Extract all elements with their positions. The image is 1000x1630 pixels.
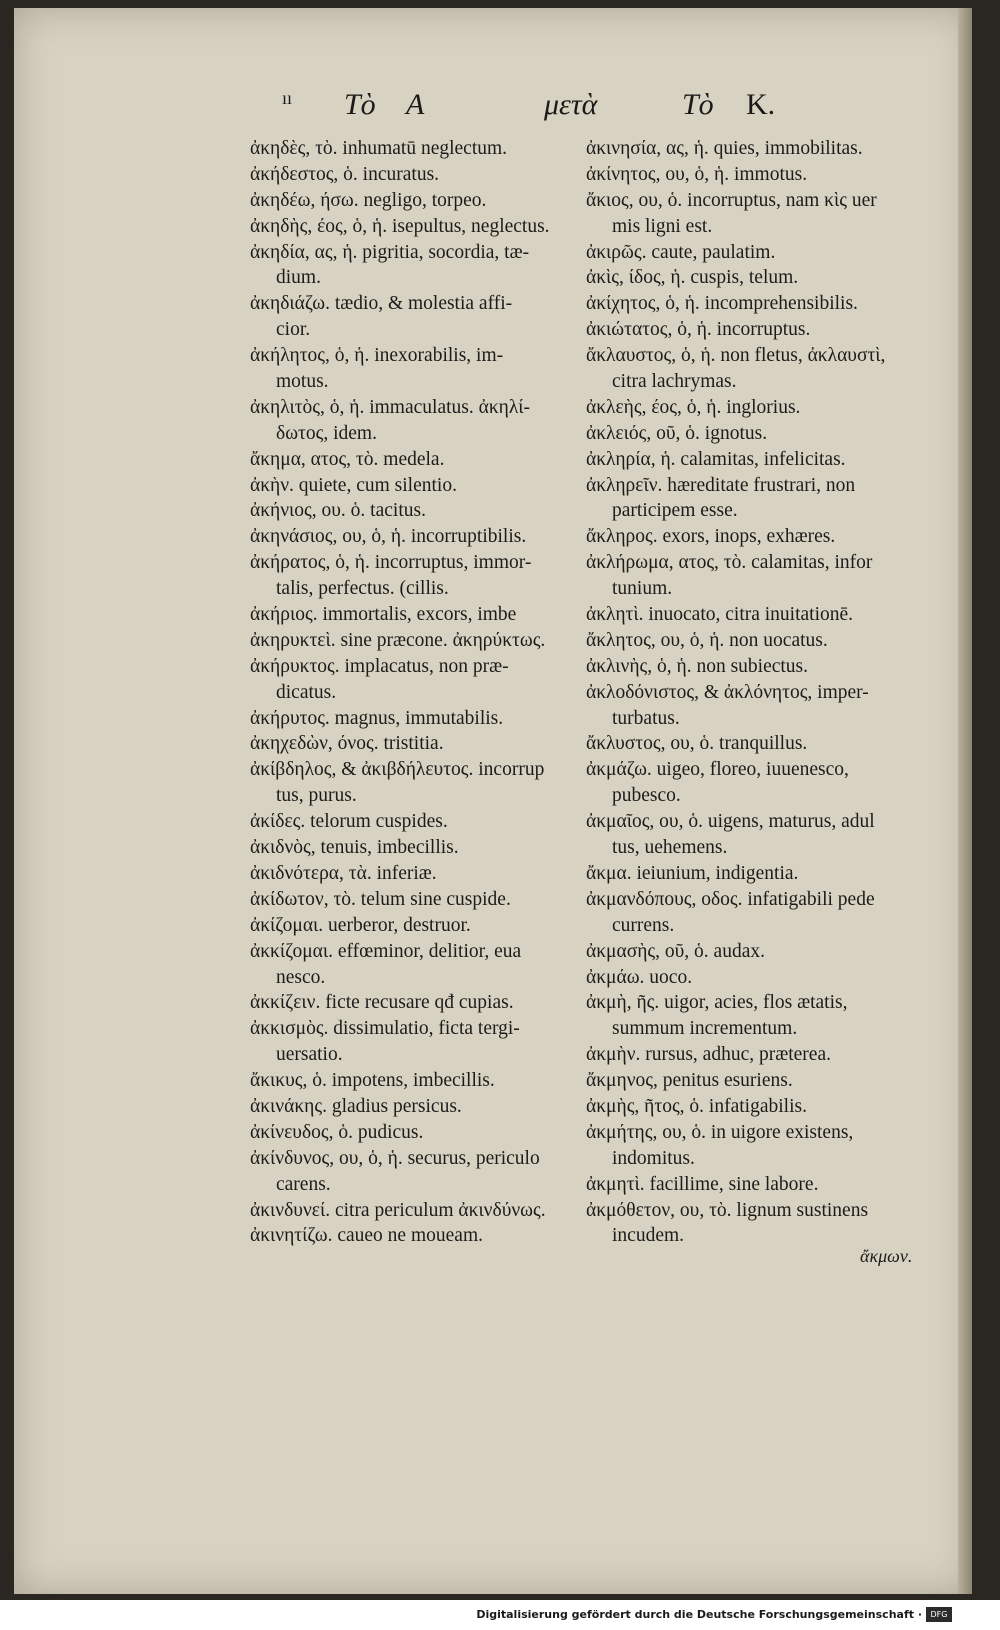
dictionary-entry: ἄκλαυστος, ὁ, ἡ. non fletus, ἀκλαυστὶ, [586, 345, 886, 367]
dictionary-entry: ἄκμα. ieiunium, indigentia. [586, 862, 799, 884]
running-header [14, 88, 972, 128]
page-edge [958, 8, 972, 1594]
dictionary-entry: ἀκηδιάζω. tædio, & molestia affi- [250, 293, 513, 315]
entry-continuation: cior. [276, 319, 311, 341]
dictionary-entry: ἀκήνιος, ου. ὁ. tacitus. [250, 500, 426, 522]
header-letter-alpha: Α [406, 88, 425, 121]
dfg-logo: DFG [926, 1607, 952, 1622]
dictionary-entry: ἀκηνάσιος, ου, ὁ, ἡ. incorruptibilis. [250, 526, 527, 548]
dictionary-entry: ἀκμὴς, ῆτος, ὁ. infatigabilis. [586, 1095, 807, 1117]
dictionary-entry: ἀκμασὴς, οῦ, ὁ. audax. [586, 940, 765, 962]
dictionary-entry: ἀκίδωτον, τὸ. telum sine cuspide. [250, 888, 511, 910]
dictionary-entry: ἀκκίζειν. ficte recusare qđ cupias. [250, 992, 514, 1014]
dictionary-entry: ἀκιδνὸς, tenuis, imbecillis. [250, 837, 459, 859]
dictionary-entry: ἀκλήρωμα, ατος, τὸ. calamitas, infor [586, 552, 873, 574]
dictionary-entry: ἀκκισμὸς. dissimulatio, ficta tergi- [250, 1018, 520, 1040]
dictionary-entry: ἀκμὴ, ῆς. uigor, acies, flos ætatis, [586, 992, 848, 1014]
dictionary-entry: ἀκίβδηλος, & ἀκιβδήλευτος. incorrup [250, 759, 545, 781]
entry-continuation: mis ligni est. [612, 215, 713, 237]
entry-continuation: tunium. [612, 578, 673, 600]
dictionary-entry: ἀκμήτης, ου, ὁ. in uigore existens, [586, 1121, 854, 1143]
entry-continuation: uersatio. [276, 1044, 343, 1066]
entry-continuation: talis, perfectus. (cillis. [276, 578, 449, 600]
dictionary-entry: ἀκήρατος, ὁ, ἡ. incorruptus, immor- [250, 552, 532, 574]
dictionary-entry: ἀκὴν. quiete, cum silentio. [250, 474, 457, 496]
header-article-left: Τὸ [344, 88, 376, 121]
dictionary-entry: ἄκμηνος, penitus esuriens. [586, 1070, 793, 1092]
dictionary-entry: ἀκινητίζω. caueo ne moueam. [250, 1225, 483, 1247]
dictionary-entry: ἀκινδυνεί. citra periculum ἀκινδύνως. [250, 1199, 546, 1221]
dictionary-entry: ἀκινάκης. gladius persicus. [250, 1095, 462, 1117]
entry-continuation: tus, uehemens. [612, 837, 728, 859]
entry-continuation: δωτος, idem. [276, 422, 377, 444]
dictionary-entry: ἀκμόθετον, ου, τὸ. lignum sustinens [586, 1199, 869, 1221]
dictionary-entry: ἀκινησία, ας, ἡ. quies, immobilitas. [586, 138, 863, 159]
dictionary-entry: ἀκήριος. immortalis, excors, imbe [250, 604, 517, 626]
dictionary-entry: ἀκηδέω, ήσω. negligo, torpeo. [250, 189, 487, 211]
entry-continuation: indomitus. [612, 1147, 695, 1169]
entry-continuation: motus. [276, 371, 329, 393]
dictionary-entry: ἀκηδία, ας, ἡ. pigritia, socordia, tæ- [250, 241, 530, 263]
book-page [14, 8, 972, 1594]
dictionary-entry: ἀκηλιτὸς, ὁ, ἡ. immaculatus. ἀκηλί- [250, 396, 531, 418]
dictionary-entry: ἀκλητὶ. inuocato, citra inuitationē. [586, 604, 854, 626]
entry-continuation: dicatus. [276, 681, 337, 703]
dictionary-entry: ἀκήλητος, ὁ, ἡ. inexorabilis, im- [250, 345, 504, 367]
dictionary-entry: ἀκιδνότερα, τὰ. inferiæ. [250, 862, 437, 884]
catchword: ἄκμων. [860, 1246, 913, 1266]
dictionary-entry: ἀκίχητος, ὁ, ἡ. incomprehensibilis. [586, 293, 858, 315]
dictionary-entry: ἄκημα, ατος, τὸ. medela. [250, 448, 445, 470]
dictionary-entry: ἀκηχεδὼν, όνος. tristitia. [250, 733, 444, 755]
entry-continuation: carens. [276, 1173, 331, 1195]
dictionary-entry: ἄκλυστος, ου, ὁ. tranquillus. [586, 733, 808, 755]
dictionary-entry: ἀκίνευδος, ὁ. pudicus. [250, 1121, 424, 1143]
dictionary-entry: ἀκμανδόπους, οδος. infatigabili pede [586, 888, 875, 910]
dictionary-entry: ἀκηδὴς, έος, ὁ, ἡ. isepultus, neglectus. [250, 215, 550, 237]
dictionary-entry: ἀκμητὶ. facillime, sine labore. [586, 1173, 819, 1195]
entry-continuation: summum incrementum. [612, 1018, 798, 1040]
dictionary-entry: ἀκκίζομαι. effœminor, delitior, eua [250, 940, 522, 962]
dictionary-entry: ἀκλεὴς, έος, ὁ, ἡ. inglorius. [586, 396, 801, 418]
header-article-right: Τὸ [682, 88, 714, 121]
dictionary-entry: ἀκληρία, ἡ. calamitas, infelicitas. [586, 448, 846, 470]
entry-continuation: turbatus. [612, 707, 680, 729]
dictionary-entry: ἀκμάω. uoco. [586, 966, 693, 988]
left-column [250, 136, 586, 1249]
right-column [586, 136, 930, 1249]
entry-continuation: nesco. [276, 966, 326, 988]
footer-credit: Digitalisierung gefördert durch die Deutsche Forschungsgemeinschaft · [476, 1608, 922, 1621]
dictionary-entry: ἀκλινὴς, ὁ, ἡ. non subiectus. [586, 655, 809, 677]
entry-continuation: citra lachrymas. [612, 371, 737, 393]
dictionary-entry: ἀκίδες. telorum cuspides. [250, 811, 448, 833]
dictionary-entry: ἄκλητος, ου, ὁ, ἡ. non uocatus. [586, 629, 828, 651]
dictionary-entry: ἀκίζομαι. uerberor, destruor. [250, 914, 471, 936]
entry-continuation: pubesco. [612, 785, 681, 807]
entry-continuation: currens. [612, 914, 675, 936]
header-meta: μετὰ [544, 88, 598, 121]
dictionary-entry: ἀκληρεῖν. hæreditate frustrari, non [586, 474, 856, 496]
dictionary-entry: ἀκμὴν. rursus, adhuc, præterea. [586, 1044, 831, 1066]
dictionary-entry: ἀκίνδυνος, ου, ὁ, ἡ. securus, periculo [250, 1147, 540, 1169]
dictionary-entry: ἀκηδὲς, τὸ. inhumatū neglectum. [250, 138, 508, 159]
dictionary-entry: ἀκλειός, οῦ, ὁ. ignotus. [586, 422, 768, 444]
dictionary-entry: ἄκληρος. exors, inops, exhæres. [586, 526, 836, 548]
dictionary-entry: ἀκλοδόνιστος, & ἀκλόνητος, imper- [586, 681, 869, 703]
dictionary-entry: ἀκήρυκτος. implacatus, non præ- [250, 655, 509, 677]
header-letter-kappa: Κ. [746, 88, 776, 121]
dictionary-entry: ἄκικυς, ὁ. impotens, imbecillis. [250, 1070, 495, 1092]
footer-bar [0, 1606, 1000, 1626]
entry-continuation: dium. [276, 267, 321, 289]
dictionary-entry: ἄκιος, ου, ὁ. incorruptus, nam κὶς uer [586, 189, 877, 211]
dictionary-entry: ἀκηρυκτεὶ. sine præcone. ἀκηρύκτως. [250, 629, 546, 651]
entry-continuation: incudem. [612, 1225, 685, 1247]
dictionary-entry: ἀκὶς, ίδος, ἡ. cuspis, telum. [586, 267, 799, 289]
dictionary-entry: ἀκιρῶς. caute, paulatim. [586, 241, 776, 263]
entry-continuation: participem esse. [612, 500, 738, 522]
dictionary-entry: ἀκήδεστος, ὁ. incuratus. [250, 163, 440, 185]
header-mark: ıı [282, 88, 293, 108]
dictionary-entry: ἀκμάζω. uigeo, floreo, iuuenesco, [586, 759, 849, 781]
dictionary-entry: ἀκίνητος, ου, ὁ, ἡ. immotus. [586, 163, 808, 185]
dictionary-entry: ἀκιώτατος, ὁ, ἡ. incorruptus. [586, 319, 811, 341]
dictionary-entry: ἀκήρυτος. magnus, immutabilis. [250, 707, 504, 729]
dictionary-entry: ἀκμαῖος, ου, ὁ. uigens, maturus, adul [586, 811, 875, 833]
entry-continuation: tus, purus. [276, 785, 357, 807]
